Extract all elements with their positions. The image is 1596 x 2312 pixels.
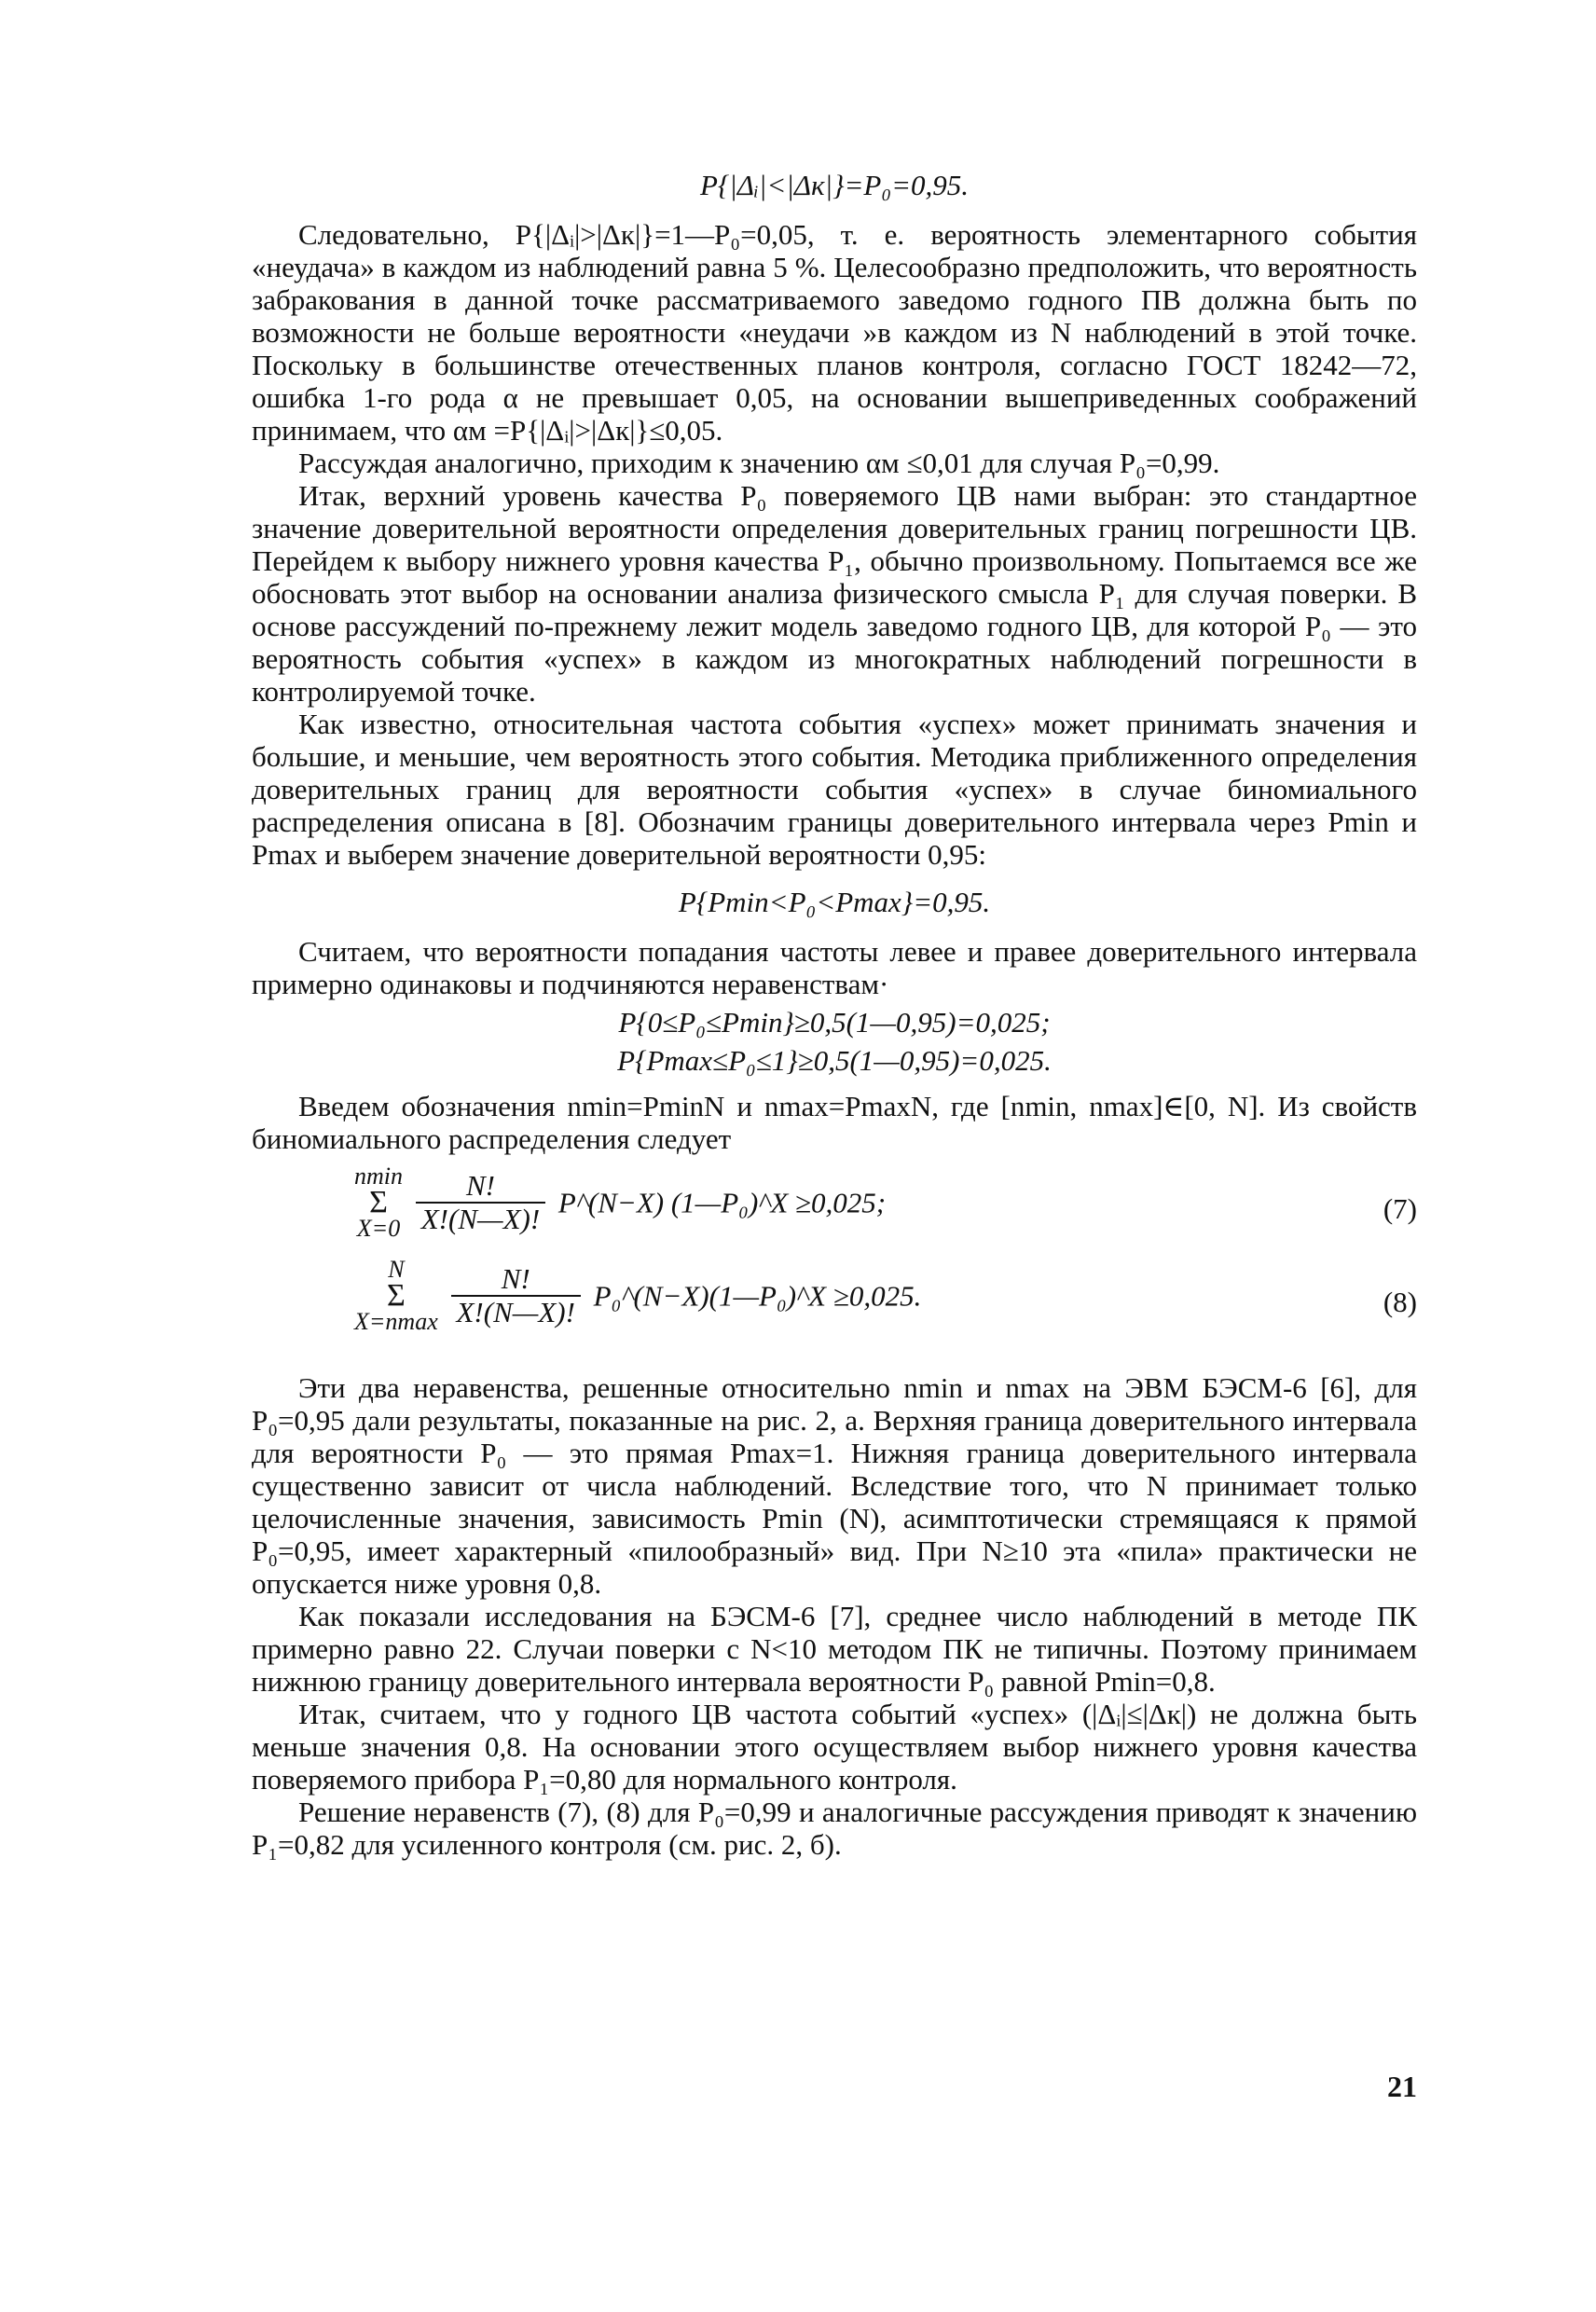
page-number: 21	[1387, 2070, 1417, 2103]
inequality-upper: P{Pmax≤P₀≤1}≥0,5(1—0,95)=0,025.	[617, 1044, 1052, 1077]
paragraph-2: Рассуждая аналогично, приходим к значению αм ≤0,01 для случая P₀=0,99.	[298, 447, 1220, 479]
fraction-8: $\frac{N!}{X!(N—X)!}$	[451, 1263, 581, 1328]
equation-8: N Σ X=nmax $\frac{N!}{X!(N—X)!}$ P₀^(N−X)(1—P₀)^X ≥0,025. (8)	[354, 1256, 1417, 1335]
page-body	[252, 154, 1417, 1861]
equation-number-7: (7)	[1383, 1192, 1417, 1225]
equation-number-8: (8)	[1383, 1286, 1417, 1318]
summation-7: nmin Σ X=0	[354, 1163, 403, 1242]
paragraph-9: Итак, считаем, что у годного ЦВ частота событий «успех» (|Δᵢ|≤|Δк|) не должна быть меньше значения 0,8. На основании этого осуществляем выбор нижнего уровня качества поверяемого прибора P₁=0,80 для нормального контроля.	[252, 1698, 1417, 1796]
paragraph-1: Следовательно, P{|Δᵢ|>|Δк|}=1—P₀=0,05, т. е. вероятность элементарного события «неудача» в каждом из наблюдений равна 5 %. Целесообразно предположить, что вероятность забракования в данной точке рассматриваемого заведомо годного ПВ должна быть по возможности не больше вероятности «неудачи »в каждом из N наблюдений в этой точке. Поскольку в большинстве отечественных планов контроля, согласно ГОСТ 18242—72, ошибка 1-го рода α не превышает 0,05, на основании вышеприведенных соображений принимаем, что αм =P{|Δᵢ|>|Δк|}≤0,05.	[252, 218, 1417, 447]
paragraph-8: Как показали исследования на БЭСМ-6 [7], среднее число наблюдений в методе ПК примерно равно 22. Случаи поверки с N<10 методом ПК не типичны. Поэтому принимаем нижнюю границу доверительного интервала вероятности P₀ равной Pmin=0,8.	[252, 1600, 1417, 1698]
paragraph-5: Считаем, что вероятности попадания частоты левее и правее доверительного интервала примерно одинаковы и подчиняются неравенствам·	[252, 935, 1417, 1000]
formula-confidence-interval: P{Pmin<P₀<Pmax}=0,95.	[678, 886, 991, 918]
paragraph-3: Итак, верхний уровень качества P₀ поверяемого ЦВ нами выбран: это стандартное значение доверительной вероятности определения доверительных границ погрешности ЦВ. Перейдем к выбору нижнего уровня качества P₁, обычно произвольному. Попытаемся все же обосновать этот выбор на основании анализа физического смысла P₁ для случая поверки. В основе рассуждений по-прежнему лежит модель заведомо годного ЦВ, для которой P₀ — это вероятность события «успех» в каждом из многократных наблюдений погрешности в контролируемой точке.	[252, 479, 1417, 708]
paragraph-6: Введем обозначения nmin=PminN и nmax=PmaxN, где [nmin, nmax]∈[0, N]. Из свойств биномиального распределения следует	[252, 1090, 1417, 1155]
inequality-lower: P{0≤P₀≤Pmin}≥0,5(1—0,95)=0,025;	[618, 1006, 1051, 1039]
summation-8: N Σ X=nmax	[354, 1256, 438, 1335]
fraction-7: $\frac{N!}{X!(N—X)!}$	[416, 1170, 545, 1235]
paragraph-7: Эти два неравенства, решенные относительно nmin и nmax на ЭВМ БЭСМ-6 [6], для P₀=0,95 дали результаты, показанные на рис. 2, а. Верхняя граница доверительного интервала для вероятности P₀ — это прямая Pmax=1. Нижняя граница доверительного интервала существенно зависит от числа наблюдений. Вследствие того, что N принимает только целочисленные значения, зависимость Pmin (N), асимптотически стремящаяся к прямой P₀=0,95, имеет характерный «пилообразный» вид. При N≥10 эта «пила» практически не опускается ниже уровня 0,8.	[252, 1371, 1417, 1600]
paragraph-10: Решение неравенств (7), (8) для P₀=0,99 и аналогичные рассуждения приводят к значению P₁=0,82 для усиленного контроля (см. рис. 2, б).	[252, 1796, 1417, 1861]
equation-7: nmin Σ X=0 $\frac{N!}{X!(N—X)!}$ P^(N−X) (1—P₀)^X ≥0,025; (7)	[354, 1163, 1417, 1242]
formula-probability-success: P{|Δᵢ|<|Δк|}=P₀=0,95.	[699, 169, 970, 201]
paragraph-4: Как известно, относительная частота события «успех» может принимать значения и большие, и меньшие, чем вероятность этого события. Методика приближенного определения доверительных границ для вероятности события «успех» в случае биномиального распределения описана в [8]. Обозначим границы доверительного интервала через Pmin и Pmax и выберем значение доверительной вероятности 0,95:	[252, 708, 1417, 871]
